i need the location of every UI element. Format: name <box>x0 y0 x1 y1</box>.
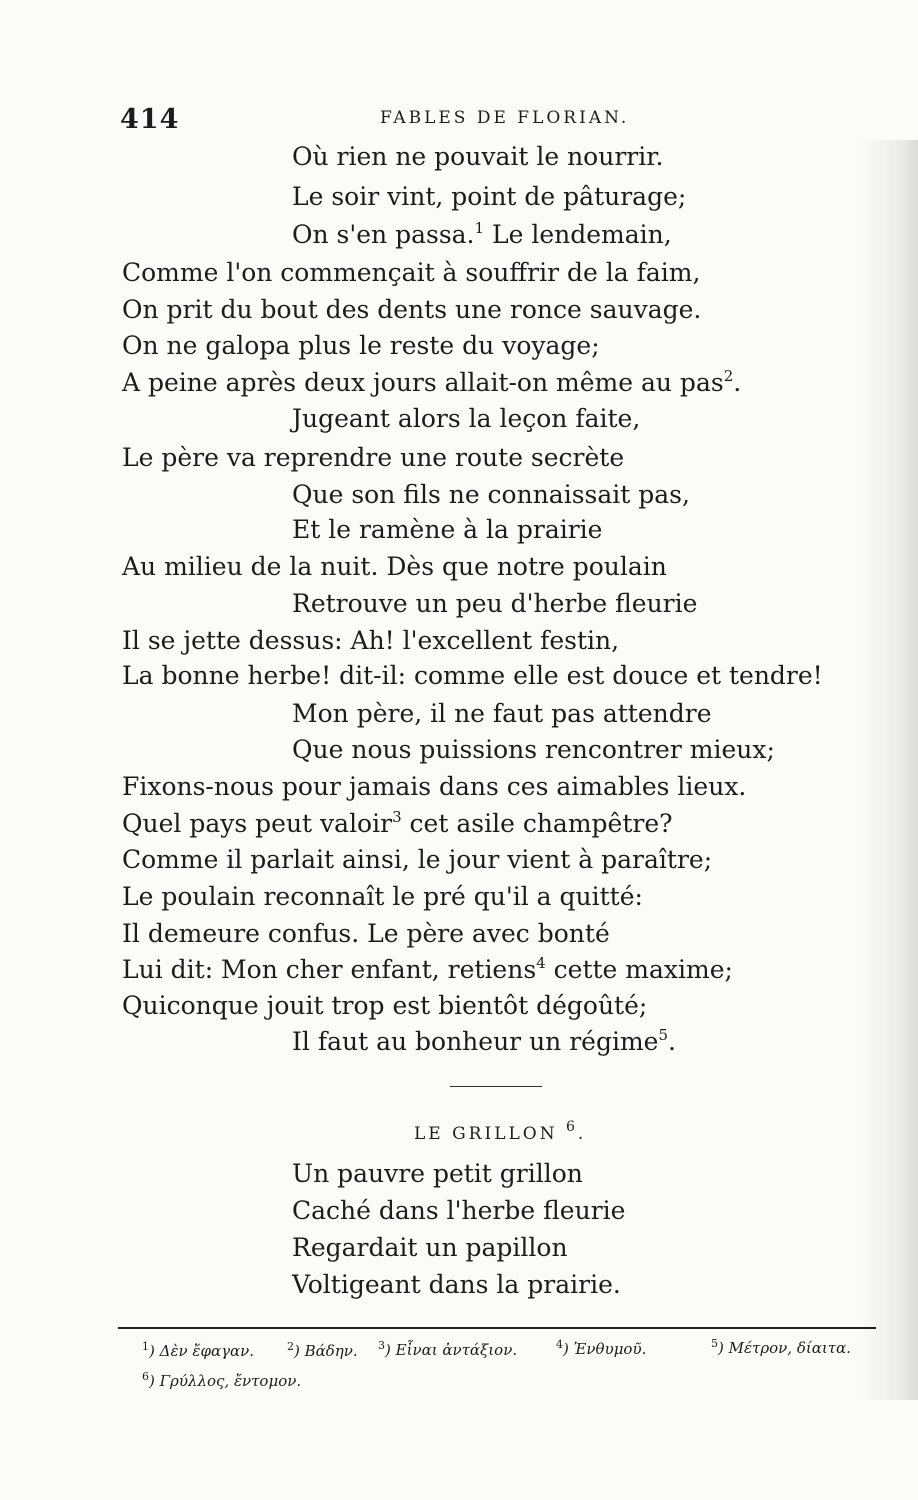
verse-line: Jugeant alors la leçon faite, <box>292 404 641 433</box>
verse-line: Et le ramène à la prairie <box>292 515 603 544</box>
verse-line: Le père va reprendre une route secrète <box>122 443 625 472</box>
verse-line: Quiconque jouit trop est bientôt dégoûté; <box>122 991 648 1020</box>
footnote-rule <box>118 1327 876 1329</box>
verse-line: Comme il parlait ainsi, le jour vient à paraître; <box>122 845 713 874</box>
verse-line: Le soir vint, point de pâturage; <box>292 182 687 211</box>
verse-line: Que son fils ne connaissait pas, <box>292 480 690 509</box>
verse-line: Fixons-nous pour jamais dans ces aimables lieux. <box>122 772 747 801</box>
section-divider <box>450 1086 542 1087</box>
footnote-ref: 3 <box>392 808 402 826</box>
verse-line: Lui dit: Mon cher enfant, retiens$^4$ cette maxime; <box>122 954 733 984</box>
page-header <box>118 98 858 138</box>
footnote-ref: 6 <box>566 1119 578 1135</box>
footnote-ref: 1 <box>474 219 485 237</box>
footnote: $^2$) Βάδην. <box>287 1340 358 1360</box>
footnote: $^4$) Ἐνθυμοῦ. <box>556 1338 647 1358</box>
verse-line: La bonne herbe! dit-il: comme elle est douce et tendre! <box>122 661 823 690</box>
footnote: $^5$) Μέτρον, δίαιτα. <box>711 1337 851 1357</box>
verse-line: Un pauvre petit grillon <box>292 1159 583 1188</box>
verse-line: Au milieu de la nuit. Dès que notre poulain <box>122 552 667 581</box>
verse-line: Le poulain reconnaît le pré qu'il a quitté: <box>122 882 643 911</box>
verse-line: Mon père, il ne faut pas attendre <box>292 699 712 728</box>
running-title: FABLES DE FLORIAN. <box>380 108 630 128</box>
footnote: $^3$) Εἶναι ἀντάξιον. <box>378 1339 518 1359</box>
verse-line: Où rien ne pouvait le nourrir. <box>292 142 664 171</box>
verse-line: Quel pays peut valoir$^3$ cet asile champêtre? <box>122 808 673 838</box>
verse-line: Caché dans l'herbe fleurie <box>292 1196 626 1225</box>
verse-line: Voltigeant dans la prairie. <box>292 1270 621 1299</box>
fable-title: LE GRILLON $^6$. <box>414 1119 587 1144</box>
page-number: 414 <box>120 104 180 135</box>
verse-line: Retrouve un peu d'herbe fleurie <box>292 589 698 618</box>
verse-line: Il faut au bonheur un régime$^5$. <box>292 1026 676 1056</box>
verse-line: On ne galopa plus le reste du voyage; <box>122 331 600 360</box>
page-edge-shadow <box>860 140 918 1400</box>
verse-line: Il se jette dessus: Ah! l'excellent festin, <box>122 626 620 655</box>
footnote: $^1$) Δὲν ἔφαγαν. <box>142 1340 255 1360</box>
verse-line: Que nous puissions rencontrer mieux; <box>292 735 775 764</box>
verse-line: A peine après deux jours allait-on même au pas$^2$. <box>122 367 742 397</box>
footnote-ref: 4 <box>536 954 546 972</box>
verse-line: On s'en passa.$^1$ Le lendemain, <box>292 219 672 249</box>
verse-line: On prit du bout des dents une ronce sauvage. <box>122 295 702 324</box>
verse-line: Regardait un papillon <box>292 1233 568 1262</box>
verse-line: Comme l'on commençait à souffrir de la faim, <box>122 258 701 287</box>
footnote-ref: 5 <box>658 1026 669 1044</box>
footnote-ref: 2 <box>723 367 734 385</box>
verse-line: Il demeure confus. Le père avec bonté <box>122 919 610 948</box>
footnote: $^6$) Γρύλλος, ἔντομον. <box>142 1370 302 1390</box>
